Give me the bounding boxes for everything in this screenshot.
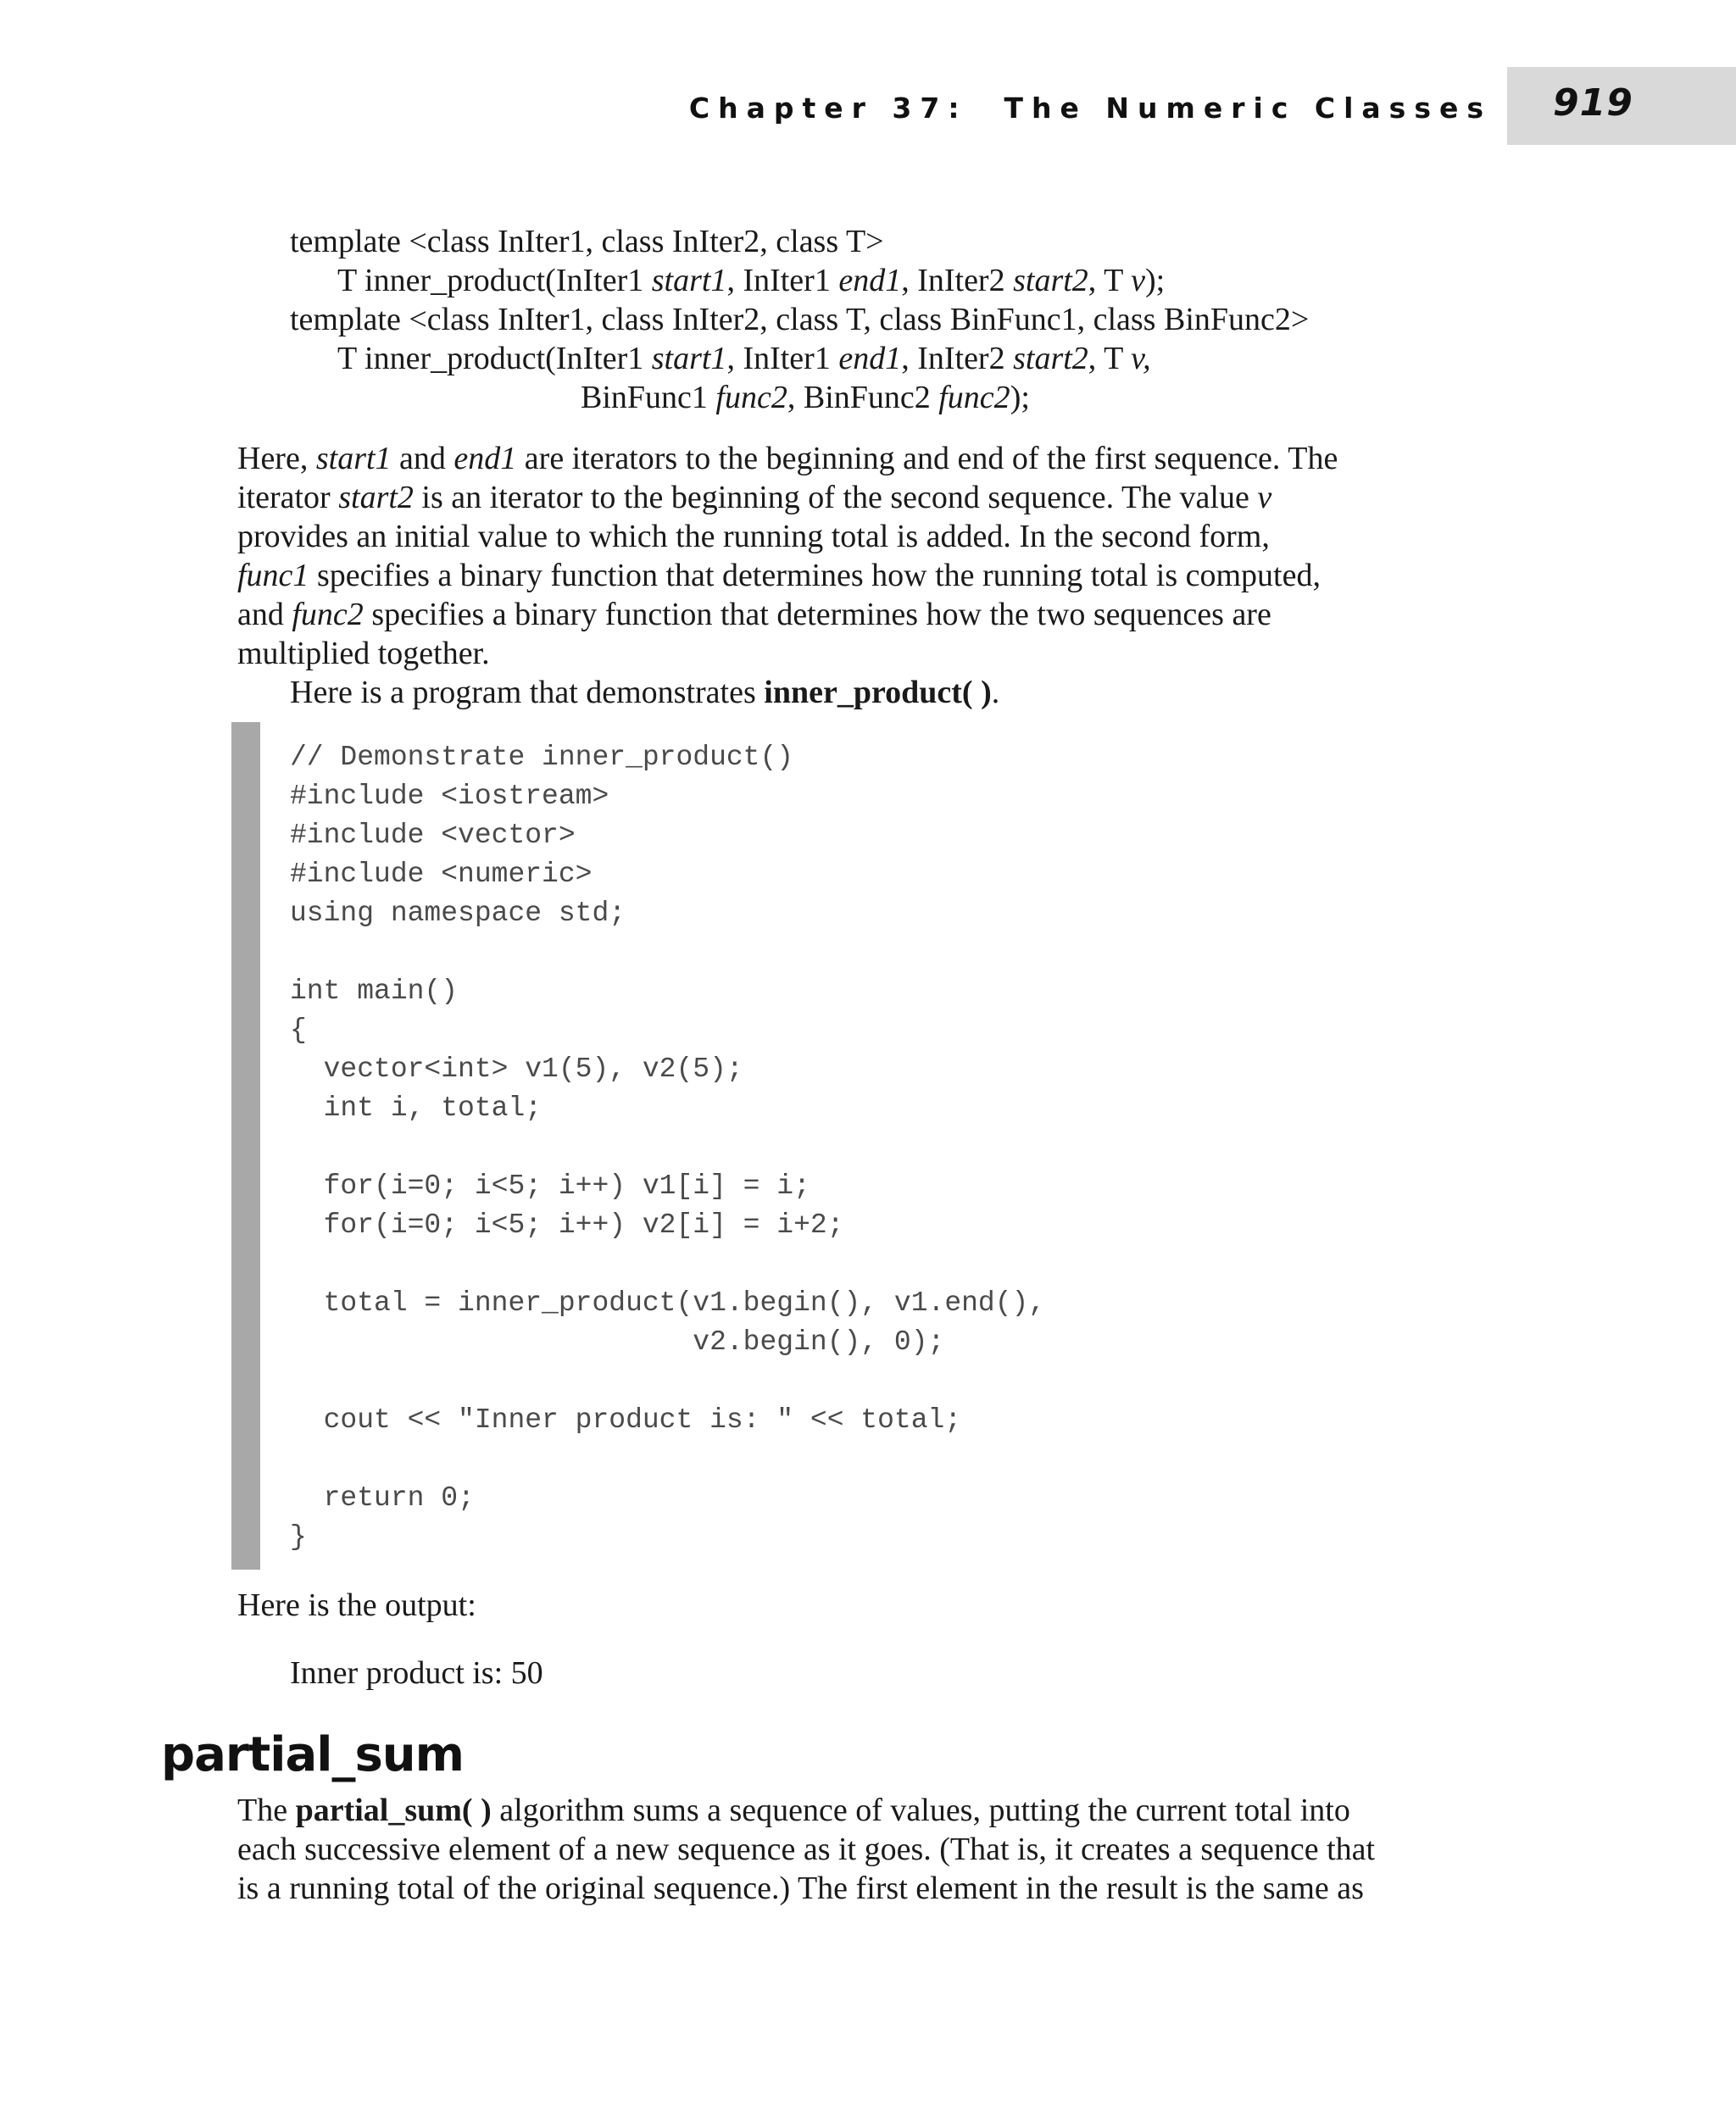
code-line: { (290, 1015, 307, 1046)
running-head: Chapter 37: The Numeric Classes (688, 92, 1492, 125)
paragraph-line: multiplied together. (237, 636, 490, 671)
paragraph-line: is a running total of the original sequence.) The first element in the result is the same as (237, 1871, 1364, 1906)
code-line: } (290, 1521, 307, 1553)
prototype-line: template <class InIter1, class InIter2, class T, class BinFunc1, class BinFunc2> (290, 302, 1310, 337)
code-line: using namespace std; (290, 898, 626, 929)
prototype-line: T inner_product(InIter1 start1, InIter1 end1, InIter2 start2, T v, (337, 341, 1151, 376)
paragraph-line: The partial_sum( ) algorithm sums a sequence of values, putting the current total into (237, 1793, 1350, 1828)
prototype-line: template <class InIter1, class InIter2, class T> (290, 224, 884, 259)
page-number: 919 (1553, 81, 1633, 125)
code-line: #include <numeric> (290, 859, 593, 890)
paragraph-line: each successive element of a new sequence as it goes. (That is, it creates a sequence that (237, 1832, 1376, 1867)
code-listing-bar (231, 722, 260, 1570)
code-line: return 0; (290, 1482, 475, 1514)
code-line: #include <iostream> (290, 781, 609, 812)
paragraph-line: and func2 specifies a binary function that determines how the two sequences are (237, 597, 1271, 632)
code-line: for(i=0; i<5; i++) v1[i] = i; (290, 1170, 810, 1202)
paragraph-line: iterator start2 is an iterator to the beginning of the second sequence. The value v (237, 480, 1272, 515)
output-intro: Here is the output: (237, 1587, 476, 1623)
code-line: #include <vector> (290, 820, 576, 851)
paragraph-line: Here, start1 and end1 are iterators to the beginning and end of the first sequence. The (237, 441, 1338, 476)
code-line: v2.begin(), 0); (290, 1326, 945, 1358)
output-text: Inner product is: 50 (290, 1655, 543, 1691)
code-line: int i, total; (290, 1092, 542, 1124)
paragraph-line: Here is a program that demonstrates inner_product( ). (290, 675, 1000, 710)
prototype-line: BinFunc1 func2, BinFunc2 func2); (581, 380, 1030, 415)
section-heading: partial_sum (161, 1727, 464, 1782)
code-line: for(i=0; i<5; i++) v2[i] = i+2; (290, 1209, 844, 1241)
code-line: // Demonstrate inner_product() (290, 742, 794, 773)
paragraph-line: func1 specifies a binary function that determines how the running total is computed, (237, 558, 1321, 593)
paragraph-line: provides an initial value to which the running total is added. In the second form, (237, 519, 1270, 554)
code-line: total = inner_product(v1.begin(), v1.end(), (290, 1287, 1046, 1319)
code-line: cout << "Inner product is: " << total; (290, 1404, 962, 1436)
prototype-line: T inner_product(InIter1 start1, InIter1 end1, InIter2 start2, T v); (337, 263, 1166, 298)
code-line: vector<int> v1(5), v2(5); (290, 1054, 743, 1085)
code-line: int main() (290, 976, 459, 1007)
